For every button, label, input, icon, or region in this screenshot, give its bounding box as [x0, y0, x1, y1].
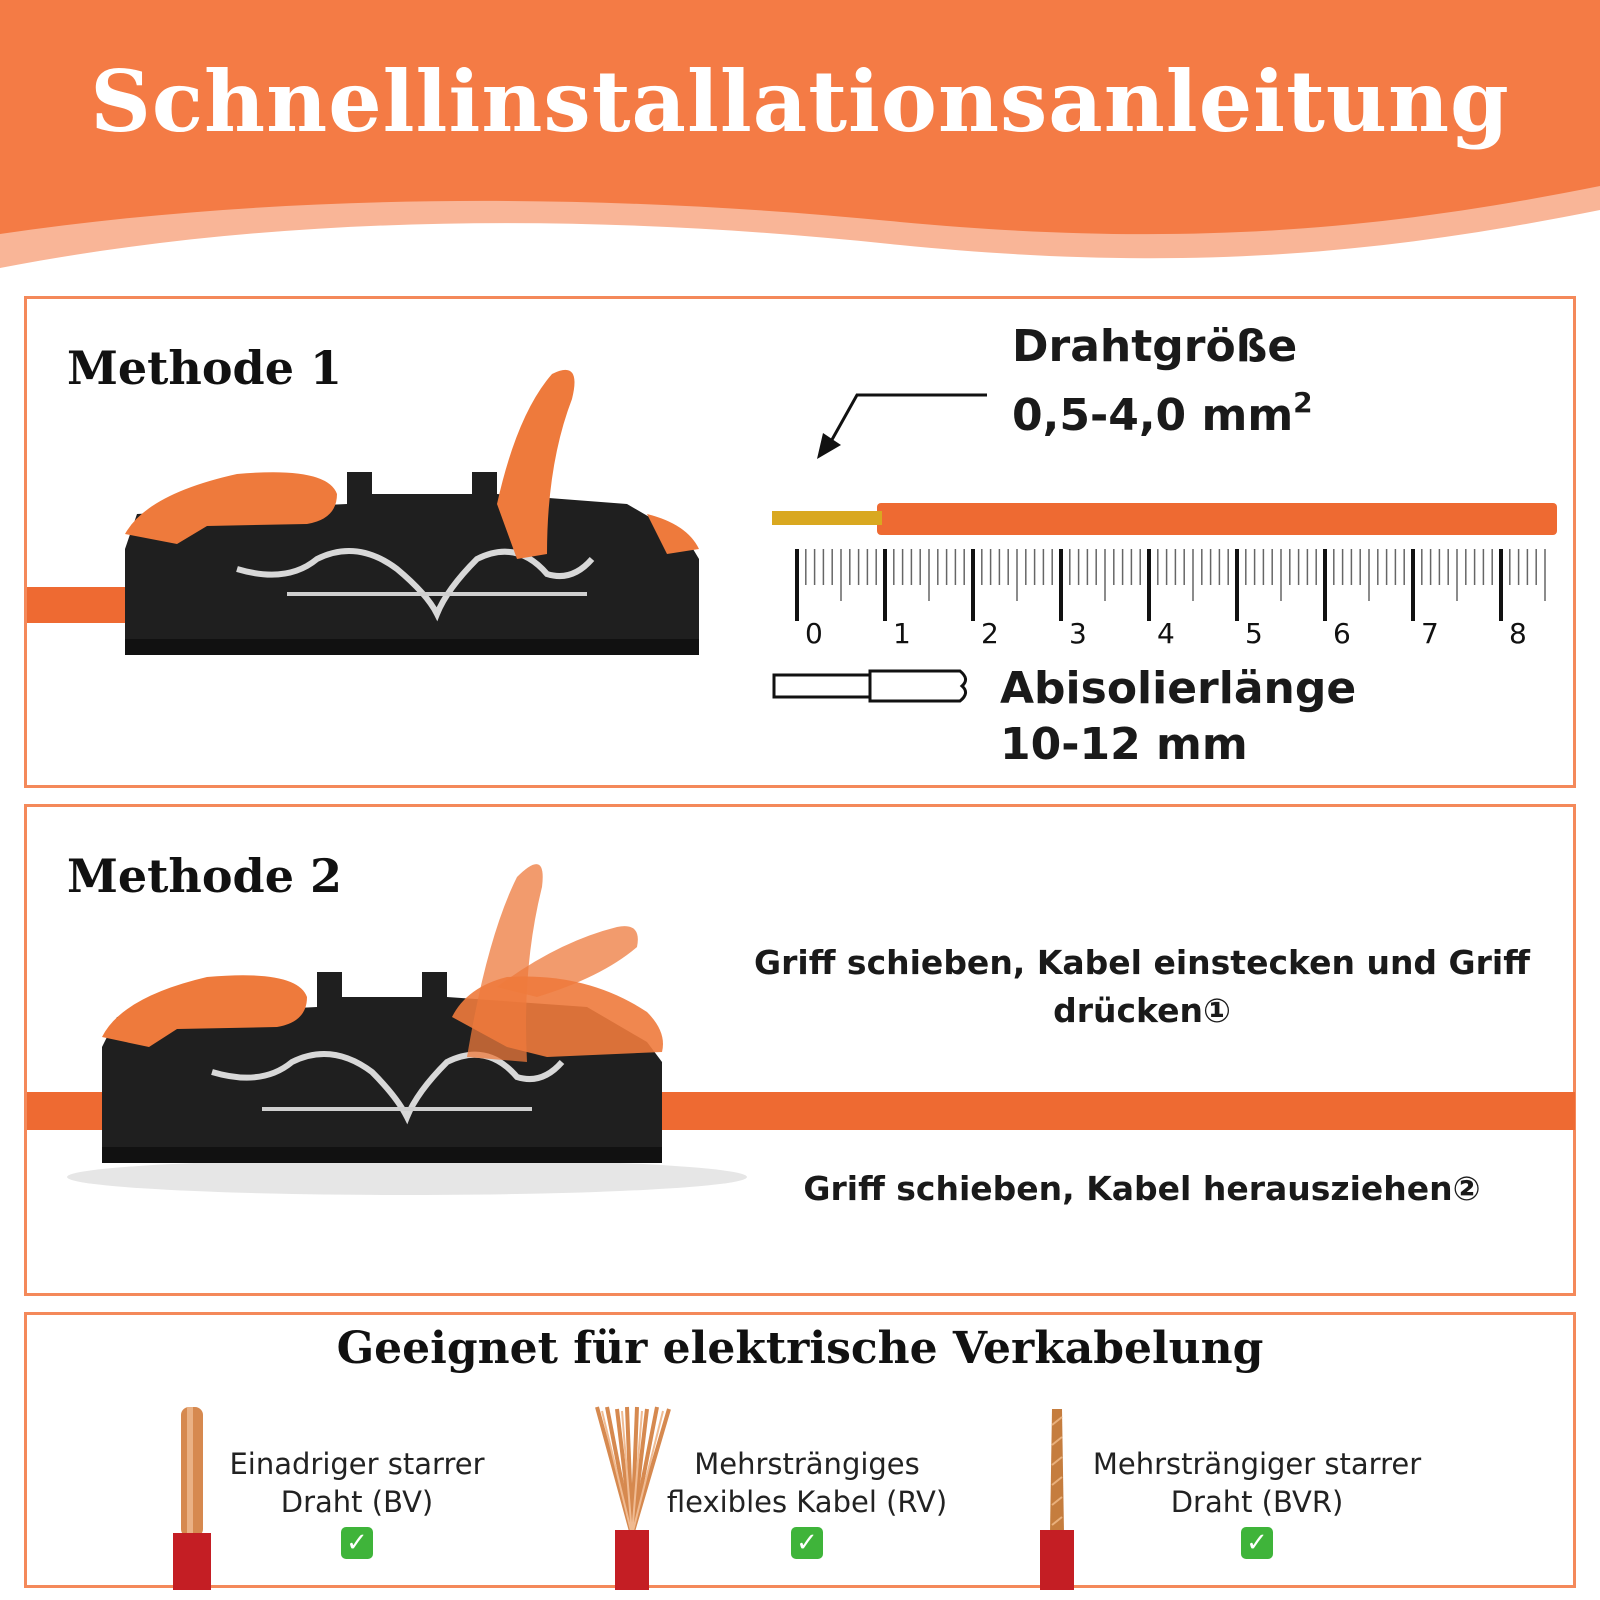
ruler-label: 1 — [893, 617, 911, 650]
method1-panel — [24, 296, 1576, 788]
ruler-label: 5 — [1245, 617, 1263, 650]
wire-type-rv: Mehrsträngiges flexibles Kabel (RV) ✓ — [666, 1447, 948, 1558]
wire-type-bvr: Mehrsträngiger starrer Draht (BVR) ✓ — [1092, 1447, 1422, 1558]
wire-size-arrow — [807, 387, 1007, 467]
wire-size-label: Drahtgröße 0,5-4,0 $mm^2$ — [1012, 321, 1313, 441]
check-icon: ✓ — [1241, 1527, 1273, 1559]
method2-panel — [24, 804, 1576, 1296]
ruler-label: 4 — [1157, 617, 1175, 650]
ruler-label: 2 — [981, 617, 999, 650]
instruction-remove: Griff schieben, Kabel herausziehen② — [803, 1169, 1481, 1208]
ruler-label: 7 — [1421, 617, 1439, 650]
strip-length-icon — [772, 667, 972, 707]
method1-title: Methode 1 — [67, 341, 343, 395]
wire-type-bv: Einadriger starrer Draht (BV) ✓ — [229, 1447, 485, 1558]
instruction-insert: Griff schieben, Kabel einstecken und Griff drücken① — [754, 943, 1530, 1030]
suitable-panel — [24, 1312, 1576, 1588]
method2-title: Methode 2 — [67, 849, 343, 903]
stranded-wire-icon — [1032, 1405, 1082, 1590]
ruler-label: 3 — [1069, 617, 1087, 650]
connector-illustration-method1 — [27, 354, 747, 684]
wire-right — [617, 1092, 1575, 1130]
header-banner — [0, 0, 1600, 290]
ruler-labels — [767, 617, 1557, 657]
ruler-label: 0 — [805, 617, 823, 650]
ruler-label: 6 — [1333, 617, 1351, 650]
check-icon: ✓ — [791, 1527, 823, 1559]
stripped-wire — [767, 499, 1557, 543]
strip-length-label: Abisolierlänge 10-12 mm — [1000, 663, 1357, 770]
page-title: Schnellinstallationsanleitung — [90, 52, 1510, 151]
ruler-label: 8 — [1509, 617, 1527, 650]
suitable-title: Geeignet für elektrische Verkabelung — [336, 1323, 1264, 1374]
check-icon: ✓ — [341, 1527, 373, 1559]
